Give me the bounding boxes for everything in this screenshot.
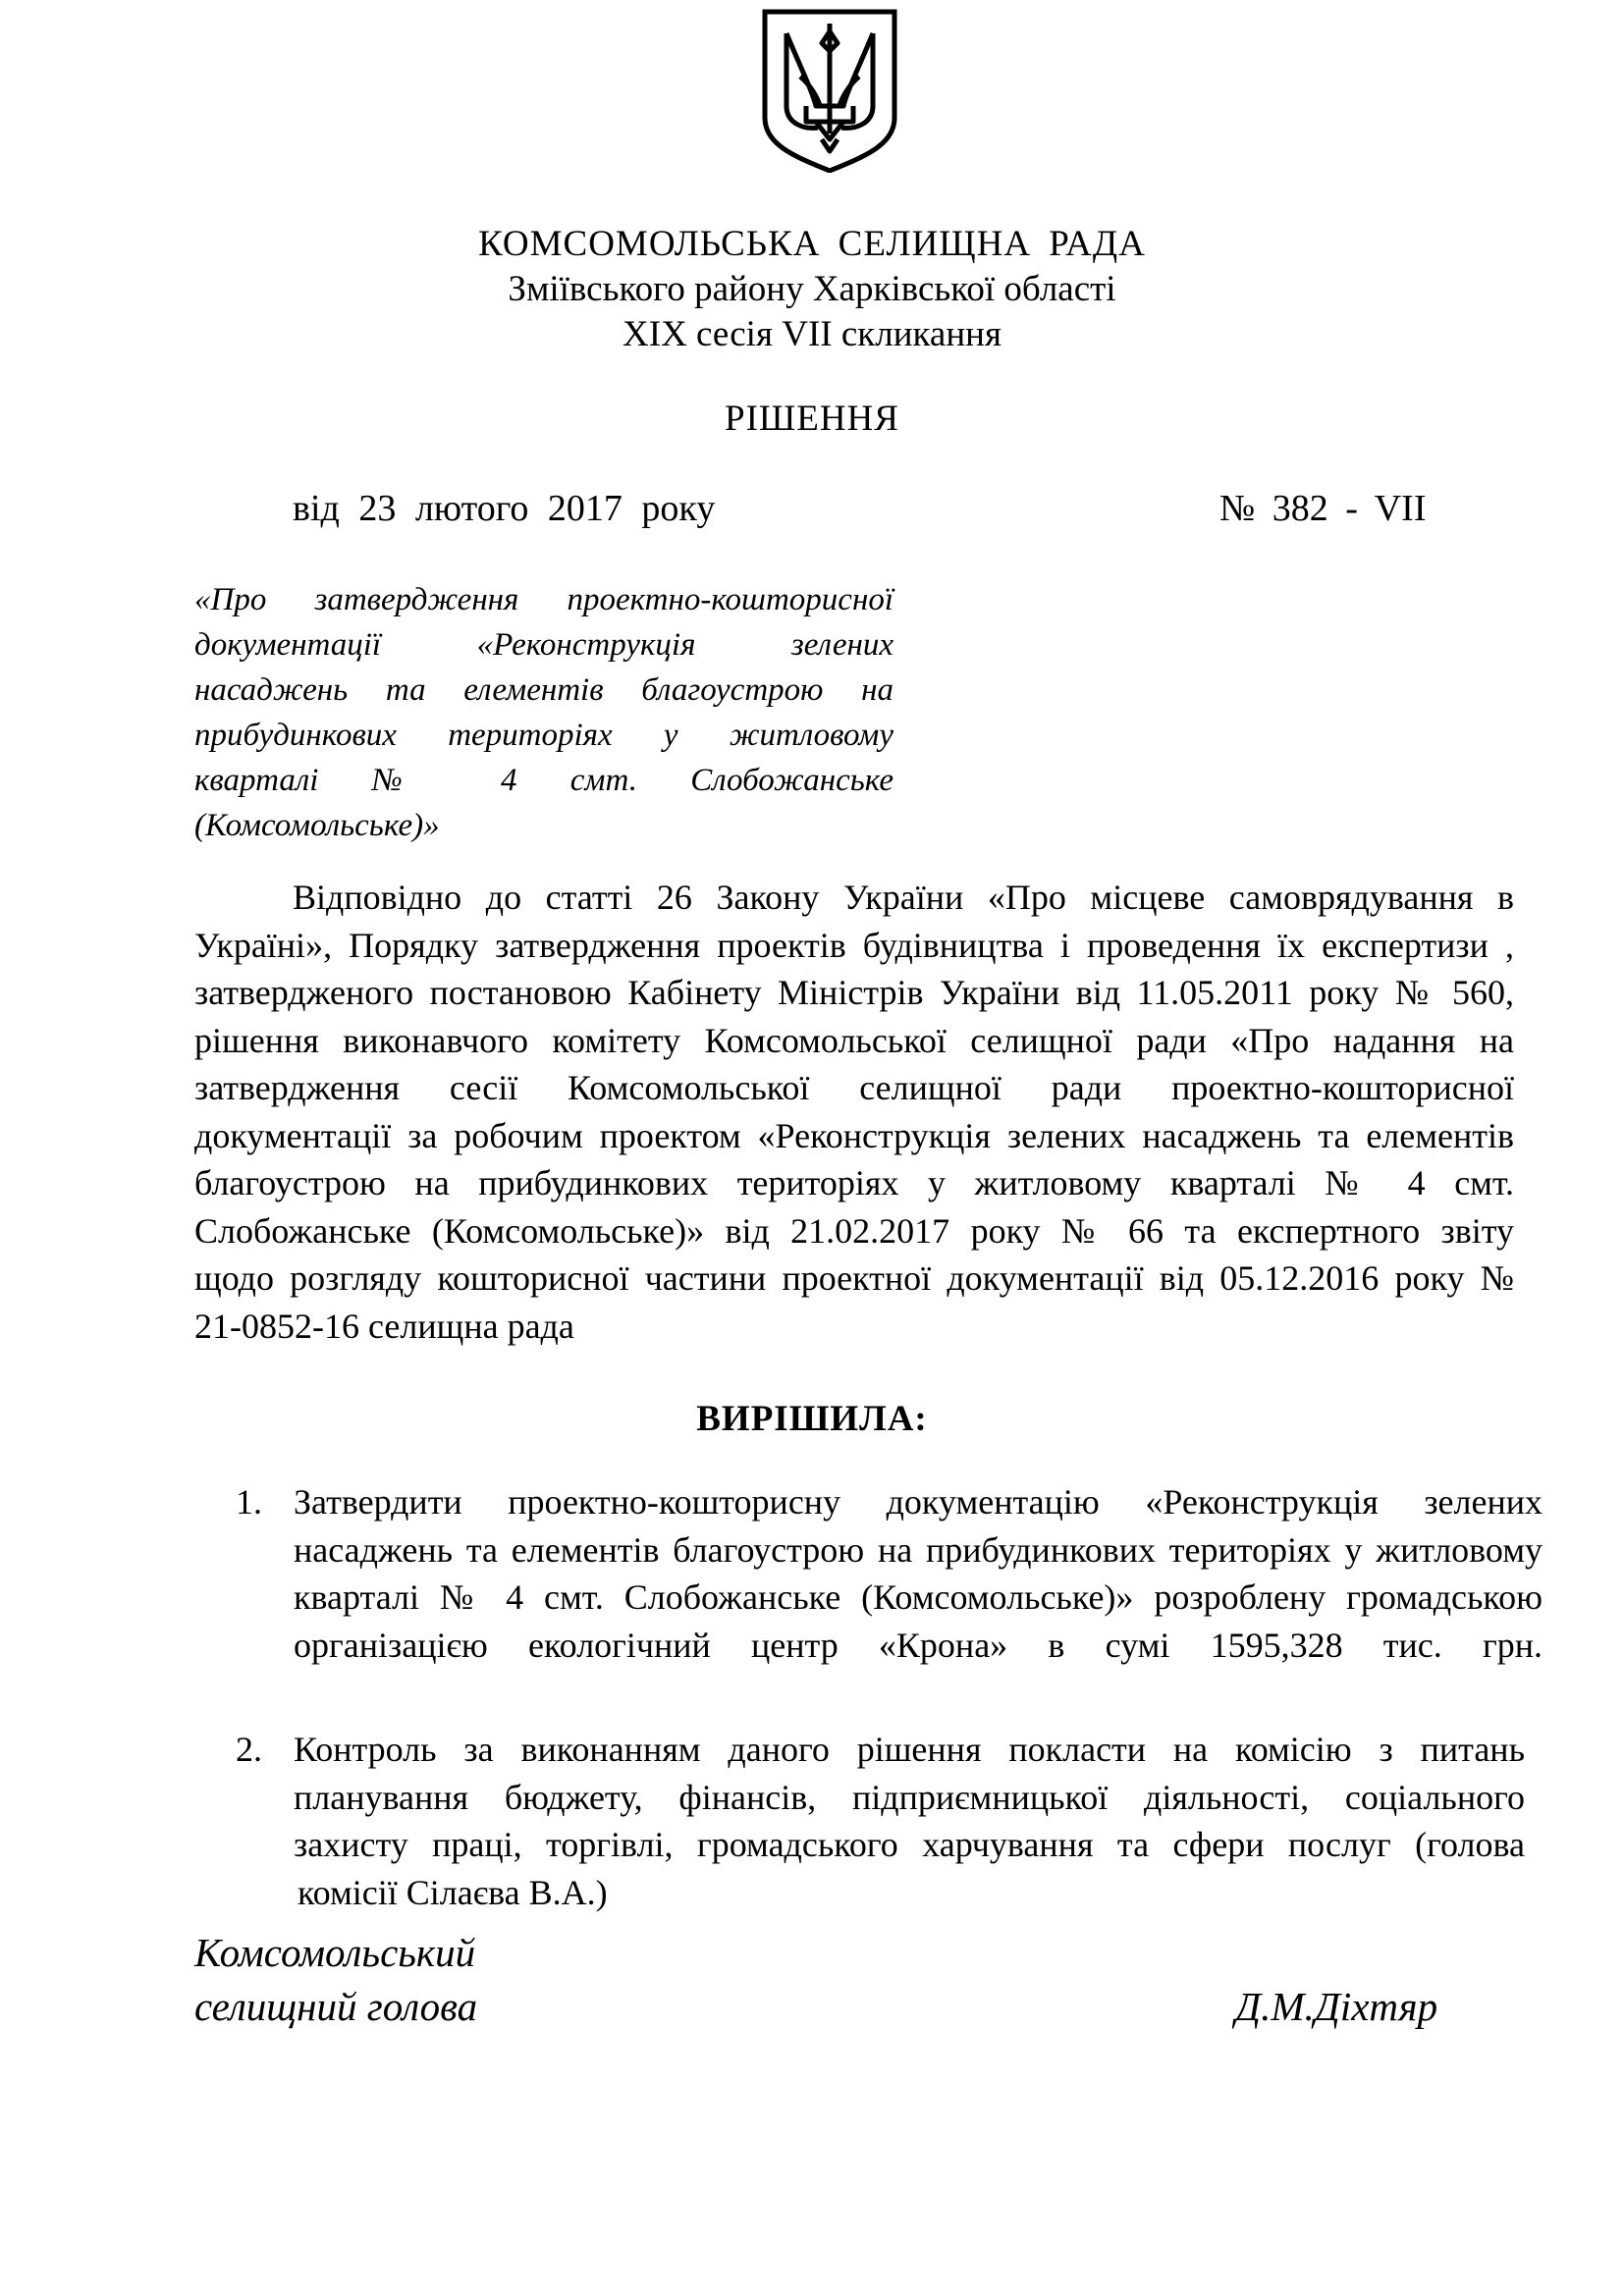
item-line: Затвердити проектно-кошторисну документацію «Реконструкція зелених bbox=[294, 1482, 1543, 1522]
item-line: комісії Сілаєва В.А.) bbox=[298, 1872, 608, 1912]
signature-title bbox=[194, 1926, 477, 2034]
basis-line: щодо розгляду кошторисної частини проектної документації від 05.12.2016 року № bbox=[194, 1258, 1514, 1298]
basis-line: благоустрою на прибудинкових територіях у житловому кварталі № 4 смт. bbox=[194, 1163, 1514, 1202]
item-line: насаджень та елементів благоустрою на прибудинкових територіях у житловому bbox=[294, 1529, 1543, 1570]
signer-name: Д.М.Діхтяр bbox=[1235, 1984, 1438, 2029]
item-text bbox=[294, 1726, 1525, 1916]
basis-line: рішення виконавчого комітету Комсомольської селищної ради «Про надання на bbox=[194, 1020, 1514, 1060]
resolved-heading: ВИРІШИЛА: bbox=[696, 1399, 928, 1439]
session-line: XIX сесія VII скликання bbox=[623, 314, 1001, 354]
trident-coat-of-arms-icon bbox=[761, 8, 898, 173]
subject-line: кварталі № 4 смт. Слобожанське bbox=[194, 763, 893, 798]
decision-date: від 23 лютого 2017 року bbox=[293, 488, 716, 529]
item-line: Контроль за виконанням даного рішення покласти на комісію з питань bbox=[294, 1730, 1525, 1769]
item-number: 1. bbox=[236, 1482, 262, 1522]
item-line: захисту праці, торгівлі, громадського харчування та сфери послуг (голова bbox=[294, 1825, 1525, 1864]
basis-line: 21-0852-16 селищна рада bbox=[194, 1306, 574, 1346]
basis-line: затвердження сесії Комсомольської селищної ради проектно-кошторисної bbox=[194, 1068, 1514, 1107]
signature-title-line2: селищний голова bbox=[194, 1984, 478, 2029]
subject-line: прибудинкових територіях у житловому bbox=[194, 718, 893, 753]
subject-line: (Комсомольське)» bbox=[194, 808, 440, 843]
item-line: планування бюджету, фінансів, підприємницької діяльності, соціального bbox=[294, 1777, 1525, 1817]
decision-subject bbox=[194, 577, 893, 848]
subject-line: документації «Реконструкція зелених bbox=[194, 627, 893, 663]
document-type: РІШЕННЯ bbox=[725, 399, 899, 439]
item-line: кварталі № 4 смт. Слобожанське (Комсомольське)» розроблену громадською bbox=[294, 1577, 1543, 1617]
basis-line: Україні», Порядку затвердження проектів будівництва і проведення їх експертизи , bbox=[194, 925, 1514, 965]
district-name: Зміївського району Харківської області bbox=[508, 269, 1116, 309]
signature-title-line1: Комсомольський bbox=[194, 1930, 476, 1975]
item-number: 2. bbox=[236, 1730, 262, 1769]
basis-line: документації за робочим проектом «Реконструкція зелених насаджень та елементів bbox=[194, 1115, 1514, 1155]
council-name: КОМСОМОЛЬСЬКА СЕЛИЩНА РАДА bbox=[478, 224, 1146, 264]
item-line: організацією екологічний центр «Крона» в сумі 1595,328 тис. грн. bbox=[294, 1625, 1543, 1665]
subject-line: «Про затвердження проектно-кошторисної bbox=[194, 582, 893, 617]
basis-line: затвердженого постановою Кабінету Міністрів України від 11.05.2011 року № 560, bbox=[194, 973, 1514, 1012]
basis-line: Слобожанське (Комсомольське)» від 21.02.2017 року № 66 та експертного звіту bbox=[194, 1210, 1514, 1251]
decision-number: № 382 - VII bbox=[1219, 488, 1427, 529]
basis-paragraph bbox=[194, 874, 1514, 1350]
item-text bbox=[294, 1478, 1543, 1669]
subject-line: насаджень та елементів благоустрою на bbox=[194, 672, 893, 708]
basis-line: Відповідно до статті 26 Закону України «Про місцеве самоврядування в bbox=[293, 878, 1514, 917]
